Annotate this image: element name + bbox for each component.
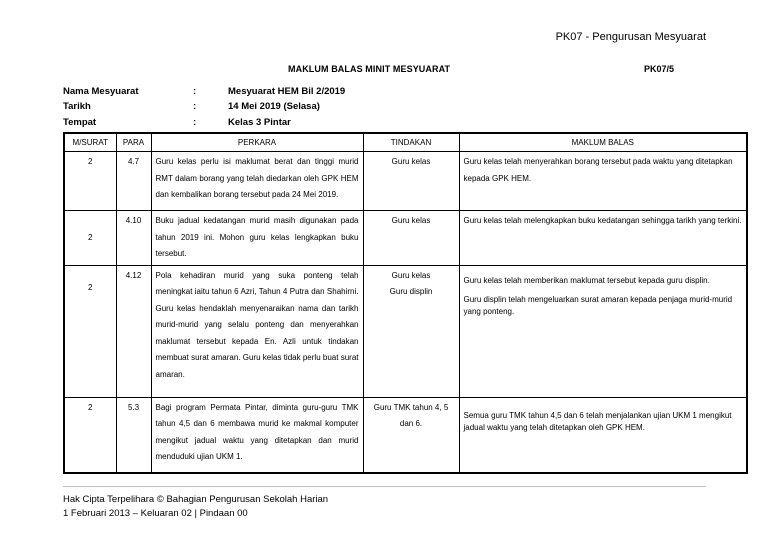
meta-label: Tempat bbox=[63, 117, 97, 128]
cell-surat: 2 bbox=[64, 265, 116, 397]
table-row bbox=[64, 265, 747, 397]
col-header-perkara: PERKARA bbox=[151, 133, 363, 152]
footer-divider bbox=[63, 486, 706, 487]
cell-surat: 2 bbox=[64, 211, 116, 266]
cell-maklum-balas bbox=[459, 152, 747, 211]
meta-label: Nama Mesyuarat bbox=[63, 86, 139, 97]
col-header-surat: M/SURAT bbox=[64, 133, 116, 152]
footer-release: 1 Februari 2013 – Keluaran 02 | Pindaan 00 bbox=[63, 508, 248, 519]
table-row bbox=[64, 397, 747, 473]
meta-value: 14 Mei 2019 (Selasa) bbox=[228, 101, 320, 112]
table-header-row bbox=[64, 133, 747, 152]
cell-tindakan: Guru kelas Guru displin bbox=[363, 265, 459, 397]
meta-colon: : bbox=[193, 86, 197, 97]
form-code: PK07/5 bbox=[644, 64, 675, 74]
col-header-tindakan: TINDAKAN bbox=[363, 133, 459, 152]
cell-maklum-balas bbox=[459, 265, 747, 397]
table-row bbox=[64, 211, 747, 266]
cell-maklum-balas bbox=[459, 211, 747, 266]
document-reference: PK07 - Pengurusan Mesyuarat bbox=[555, 31, 706, 43]
footer-copyright: Hak Cipta Terpelihara © Bahagian Pengurusan Sekolah Harian bbox=[63, 494, 329, 505]
maklum-balas-text: Guru kelas telah menyerahkan borang tersebut pada waktu yang ditetapkan kepada GPK HEM. bbox=[463, 157, 733, 183]
cell-tindakan: Guru TMK tahun 4, 5 dan 6. bbox=[363, 397, 459, 473]
col-header-maklum-balas: MAKLUM BALAS bbox=[459, 133, 747, 152]
cell-para: 4.7 bbox=[116, 152, 151, 211]
maklum-balas-text: Guru kelas telah melengkapkan buku kedatangan sehingga tarikh yang terkini. bbox=[463, 216, 742, 225]
cell-surat: 2 bbox=[64, 397, 116, 473]
minutes-table bbox=[63, 132, 748, 474]
document-title: MAKLUM BALAS MINIT MESYUARAT bbox=[288, 64, 451, 74]
cell-tindakan: Guru kelas bbox=[363, 152, 459, 211]
cell-perkara: Bagi program Permata Pintar, diminta guru-guru TMK tahun 4,5 dan 6 membawa murid ke makmal komputer mengikut jadual waktu yang ditetapkan dan murid menduduki ujian UKM 1. bbox=[151, 397, 363, 473]
maklum-balas-text: Guru kelas telah memberikan maklumat tersebut kepada guru displin. bbox=[463, 275, 710, 285]
col-header-para: PARA bbox=[116, 133, 151, 152]
maklum-balas-text: Guru displin telah mengeluarkan surat amaran kepada penjaga murid-murid yang ponteng. bbox=[463, 295, 733, 316]
cell-perkara: Buku jadual kedatangan murid masih digunakan pada tahun 2019 ini. Mohon guru kelas lengkapkan buku tersebut. bbox=[151, 211, 363, 266]
meta-value: Kelas 3 Pintar bbox=[228, 117, 291, 128]
cell-surat: 2 bbox=[64, 152, 116, 211]
meta-colon: : bbox=[193, 117, 197, 128]
table-row bbox=[64, 152, 747, 211]
meta-colon: : bbox=[193, 101, 197, 112]
meta-label: Tarikh bbox=[63, 101, 91, 112]
cell-perkara: Pola kehadiran murid yang suka ponteng telah meningkat iaitu tahun 6 Azri, Tahun 4 Putra dan Shahirni. Guru kelas hendaklah menyenaraikan nama dan tarikh murid-murid yang selalu ponteng dan menyerahkan maklumat tersebut kepada En. Azli untuk tindakan membuat surat amaran. Guru kelas tidak perlu buat surat amaran. bbox=[151, 265, 363, 397]
cell-para: 5.3 bbox=[116, 397, 151, 473]
cell-tindakan: Guru kelas bbox=[363, 211, 459, 266]
cell-perkara: Guru kelas perlu isi maklumat berat dan tinggi murid RMT dalam borang yang telah diedarkan oleh GPK HEM dan kembalikan borang tersebut pada 24 Mei 2019. bbox=[151, 152, 363, 211]
maklum-balas-text: Semua guru TMK tahun 4,5 dan 6 telah menjalankan ujian UKM 1 mengikut jadual waktu yang telah ditetapkan oleh GPK HEM. bbox=[463, 410, 732, 432]
cell-para: 4.10 bbox=[116, 211, 151, 266]
cell-maklum-balas bbox=[459, 397, 747, 473]
meta-value: Mesyuarat HEM Bil 2/2019 bbox=[228, 86, 346, 97]
cell-para: 4.12 bbox=[116, 265, 151, 397]
